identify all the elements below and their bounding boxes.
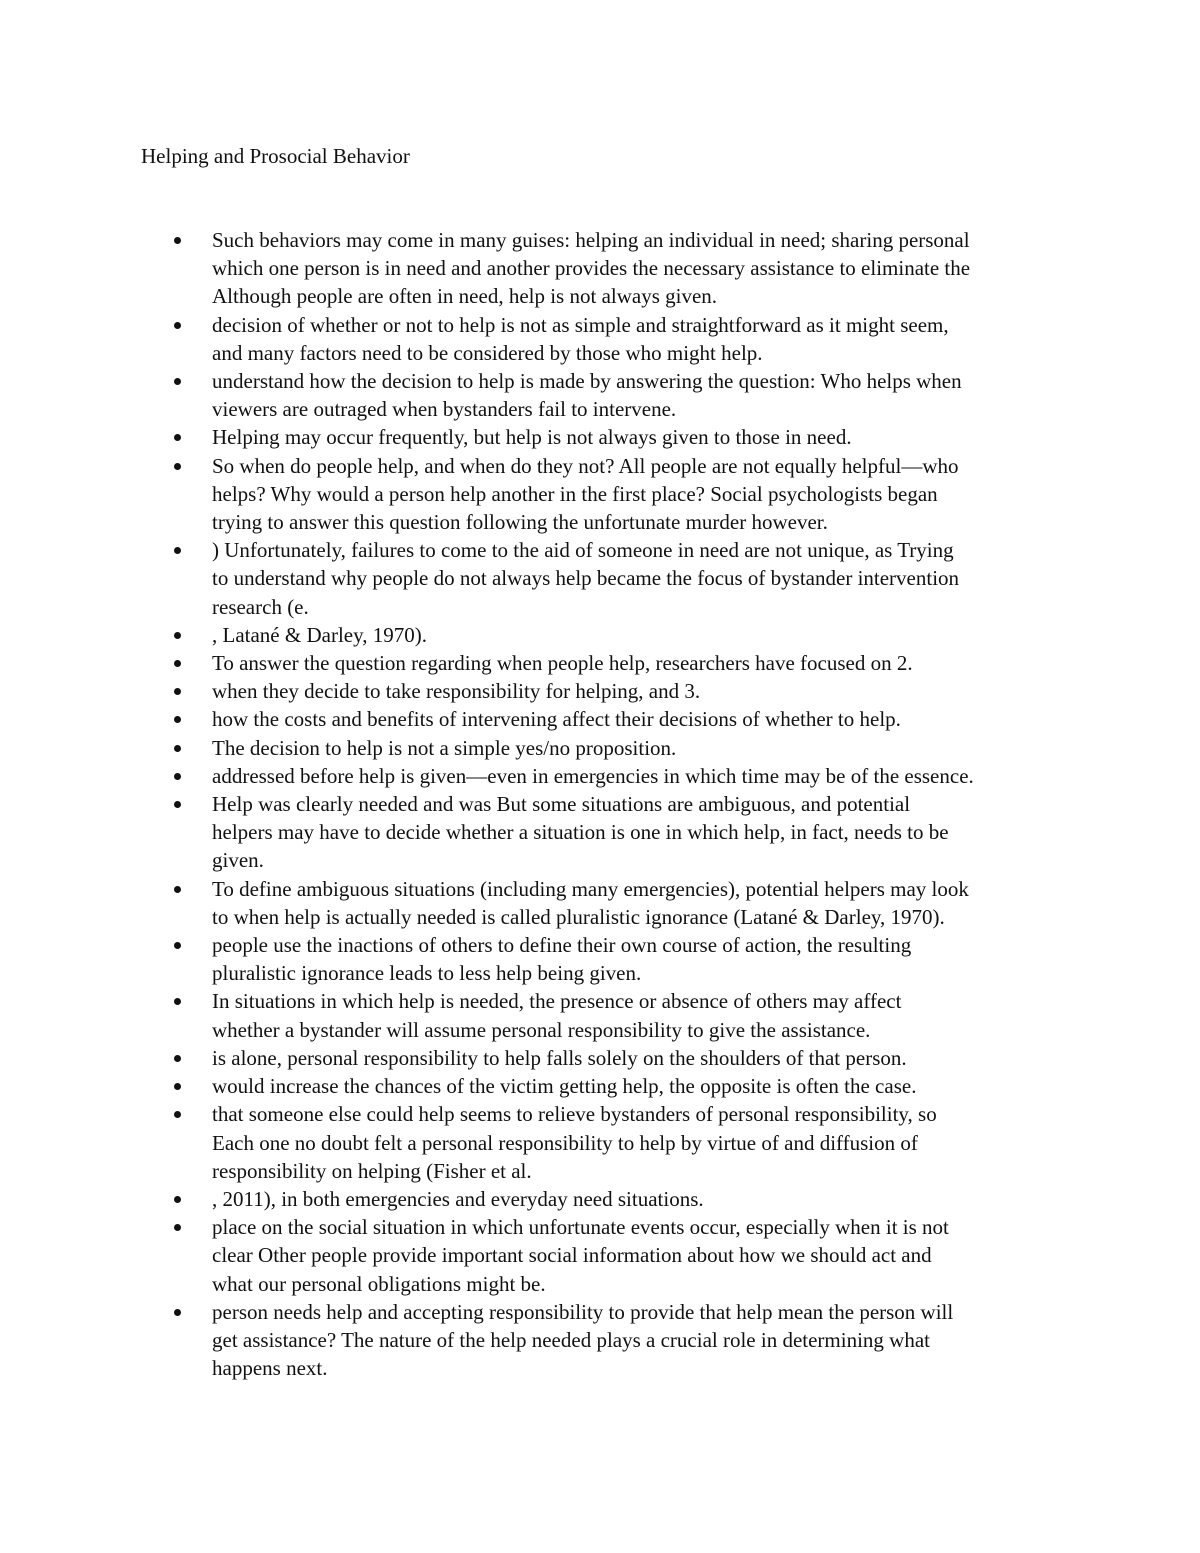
bullet-text-line: So when do people help, and when do they not? All people are not equally helpful—who: [212, 453, 959, 478]
bullet-text-line: research (e.: [212, 594, 309, 619]
bullet-point-icon: [174, 1083, 181, 1090]
bullet-text-line: how the costs and benefits of intervening affect their decisions of whether to help.: [212, 707, 901, 732]
document-title: Helping and Prosocial Behavior: [141, 144, 410, 168]
bullet-point-icon: [174, 942, 181, 949]
bullet-point-icon: [174, 1055, 181, 1062]
bullet-point-icon: [174, 1196, 181, 1203]
bullet-point-icon: [174, 688, 181, 695]
bullet-text-line: Helping may occur frequently, but help is not always given to those in need.: [212, 425, 852, 450]
bullet-item: [0, 649, 1072, 677]
bullet-text-line: what our personal obligations might be.: [212, 1271, 546, 1296]
bullet-point-icon: [174, 434, 181, 441]
bullet-text-line: is alone, personal responsibility to help falls solely on the shoulders of that person.: [212, 1045, 907, 1070]
bullet-text-line: and many factors need to be considered by those who might help.: [212, 340, 763, 365]
bullet-item: [0, 762, 1072, 790]
bullet-text-line: ) Unfortunately, failures to come to the aid of someone in need are not unique, as Trying: [212, 538, 954, 563]
bullet-list: [0, 226, 1200, 1382]
bullet-text-line: people use the inactions of others to define their own course of action, the resulting: [212, 933, 912, 958]
bullet-text-line: understand how the decision to help is made by answering the question: Who helps when: [212, 369, 962, 394]
bullet-point-icon: [174, 1224, 181, 1231]
bullet-text-line: that someone else could help seems to relieve bystanders of personal responsibility, so: [212, 1102, 937, 1127]
bullet-point-icon: [174, 660, 181, 667]
bullet-item: [0, 226, 1072, 311]
bullet-text-line: , 2011), in both emergencies and everyday need situations.: [212, 1186, 704, 1211]
bullet-text-line: given.: [212, 848, 264, 873]
bullet-text-line: happens next.: [212, 1356, 328, 1381]
bullet-text-line: responsibility on helping (Fisher et al.: [212, 1158, 532, 1183]
bullet-text-line: when they decide to take responsibility for helping, and 3.: [212, 679, 701, 704]
bullet-point-icon: [174, 632, 181, 639]
bullet-item: [0, 452, 1072, 537]
bullet-text-line: Although people are often in need, help is not always given.: [212, 284, 718, 309]
bullet-item: [0, 1213, 1072, 1298]
bullet-item: [0, 875, 1072, 931]
bullet-point-icon: [174, 998, 181, 1005]
bullet-point-icon: [174, 322, 181, 329]
bullet-item: [0, 931, 1072, 987]
bullet-item: [0, 423, 1072, 451]
bullet-text-line: place on the social situation in which unfortunate events occur, especially when it is not: [212, 1215, 949, 1240]
bullet-text-line: would increase the chances of the victim getting help, the opposite is often the case.: [212, 1074, 917, 1099]
bullet-point-icon: [174, 237, 181, 244]
bullet-point-icon: [174, 745, 181, 752]
bullet-item: [0, 536, 1072, 621]
bullet-text-line: to understand why people do not always help became the focus of bystander intervention: [212, 566, 960, 591]
bullet-item: [0, 621, 1072, 649]
bullet-text-line: Help was clearly needed and was But some situations are ambiguous, and potential: [212, 792, 911, 817]
bullet-point-icon: [174, 547, 181, 554]
bullet-text-line: pluralistic ignorance leads to less help being given.: [212, 961, 642, 986]
bullet-text-line: whether a bystander will assume personal responsibility to give the assistance.: [212, 1017, 871, 1042]
bullet-text-line: To answer the question regarding when people help, researchers have focused on 2.: [212, 651, 913, 676]
bullet-text-line: In situations in which help is needed, the presence or absence of others may affect: [212, 989, 902, 1014]
bullet-text-line: which one person is in need and another provides the necessary assistance to eliminate the: [212, 256, 971, 281]
bullet-point-icon: [174, 716, 181, 723]
bullet-text-line: Such behaviors may come in many guises: helping an individual in need; sharing personal: [212, 228, 970, 252]
bullet-item: [0, 367, 1072, 423]
bullet-point-icon: [174, 463, 181, 470]
bullet-item: [0, 987, 1072, 1043]
bullet-text-line: , Latané & Darley, 1970).: [212, 622, 427, 647]
bullet-text-line: to when help is actually needed is called pluralistic ignorance (Latané & Darley, 1970).: [212, 904, 945, 929]
bullet-text-line: clear Other people provide important social information about how we should act and: [212, 1243, 932, 1268]
bullet-item: [0, 1298, 1072, 1383]
bullet-text-line: viewers are outraged when bystanders fail to intervene.: [212, 397, 677, 422]
bullet-text-line: helpers may have to decide whether a situation is one in which help, in fact, needs to be: [212, 820, 949, 845]
bullet-text-line: Each one no doubt felt a personal responsibility to help by virtue of and diffusion of: [212, 1130, 918, 1155]
bullet-item: [0, 734, 1072, 762]
bullet-text-line: To define ambiguous situations (including many emergencies), potential helpers may look: [212, 876, 969, 901]
bullet-point-icon: [174, 378, 181, 385]
bullet-item: [0, 705, 1072, 733]
bullet-point-icon: [174, 1309, 181, 1316]
bullet-point-icon: [174, 773, 181, 780]
bullet-item: [0, 1044, 1072, 1072]
bullet-item: [0, 1072, 1072, 1100]
bullet-text-line: addressed before help is given—even in emergencies in which time may be of the essence.: [212, 763, 974, 788]
bullet-point-icon: [174, 1111, 181, 1118]
bullet-text-line: decision of whether or not to help is not as simple and straightforward as it might seem,: [212, 312, 949, 337]
bullet-point-icon: [174, 886, 181, 893]
bullet-item: [0, 1100, 1072, 1185]
bullet-item: [0, 1185, 1072, 1213]
bullet-text-line: The decision to help is not a simple yes/no proposition.: [212, 735, 677, 760]
bullet-text-line: get assistance? The nature of the help needed plays a crucial role in determining what: [212, 1327, 930, 1352]
bullet-point-icon: [174, 801, 181, 808]
bullet-text-line: person needs help and accepting responsibility to provide that help mean the person will: [212, 1299, 954, 1324]
bullet-text-line: helps? Why would a person help another in the first place? Social psychologists began: [212, 481, 938, 506]
bullet-item: [0, 790, 1072, 875]
bullet-text-line: trying to answer this question following the unfortunate murder however.: [212, 510, 828, 535]
bullet-item: [0, 677, 1072, 705]
bullet-item: [0, 311, 1072, 367]
